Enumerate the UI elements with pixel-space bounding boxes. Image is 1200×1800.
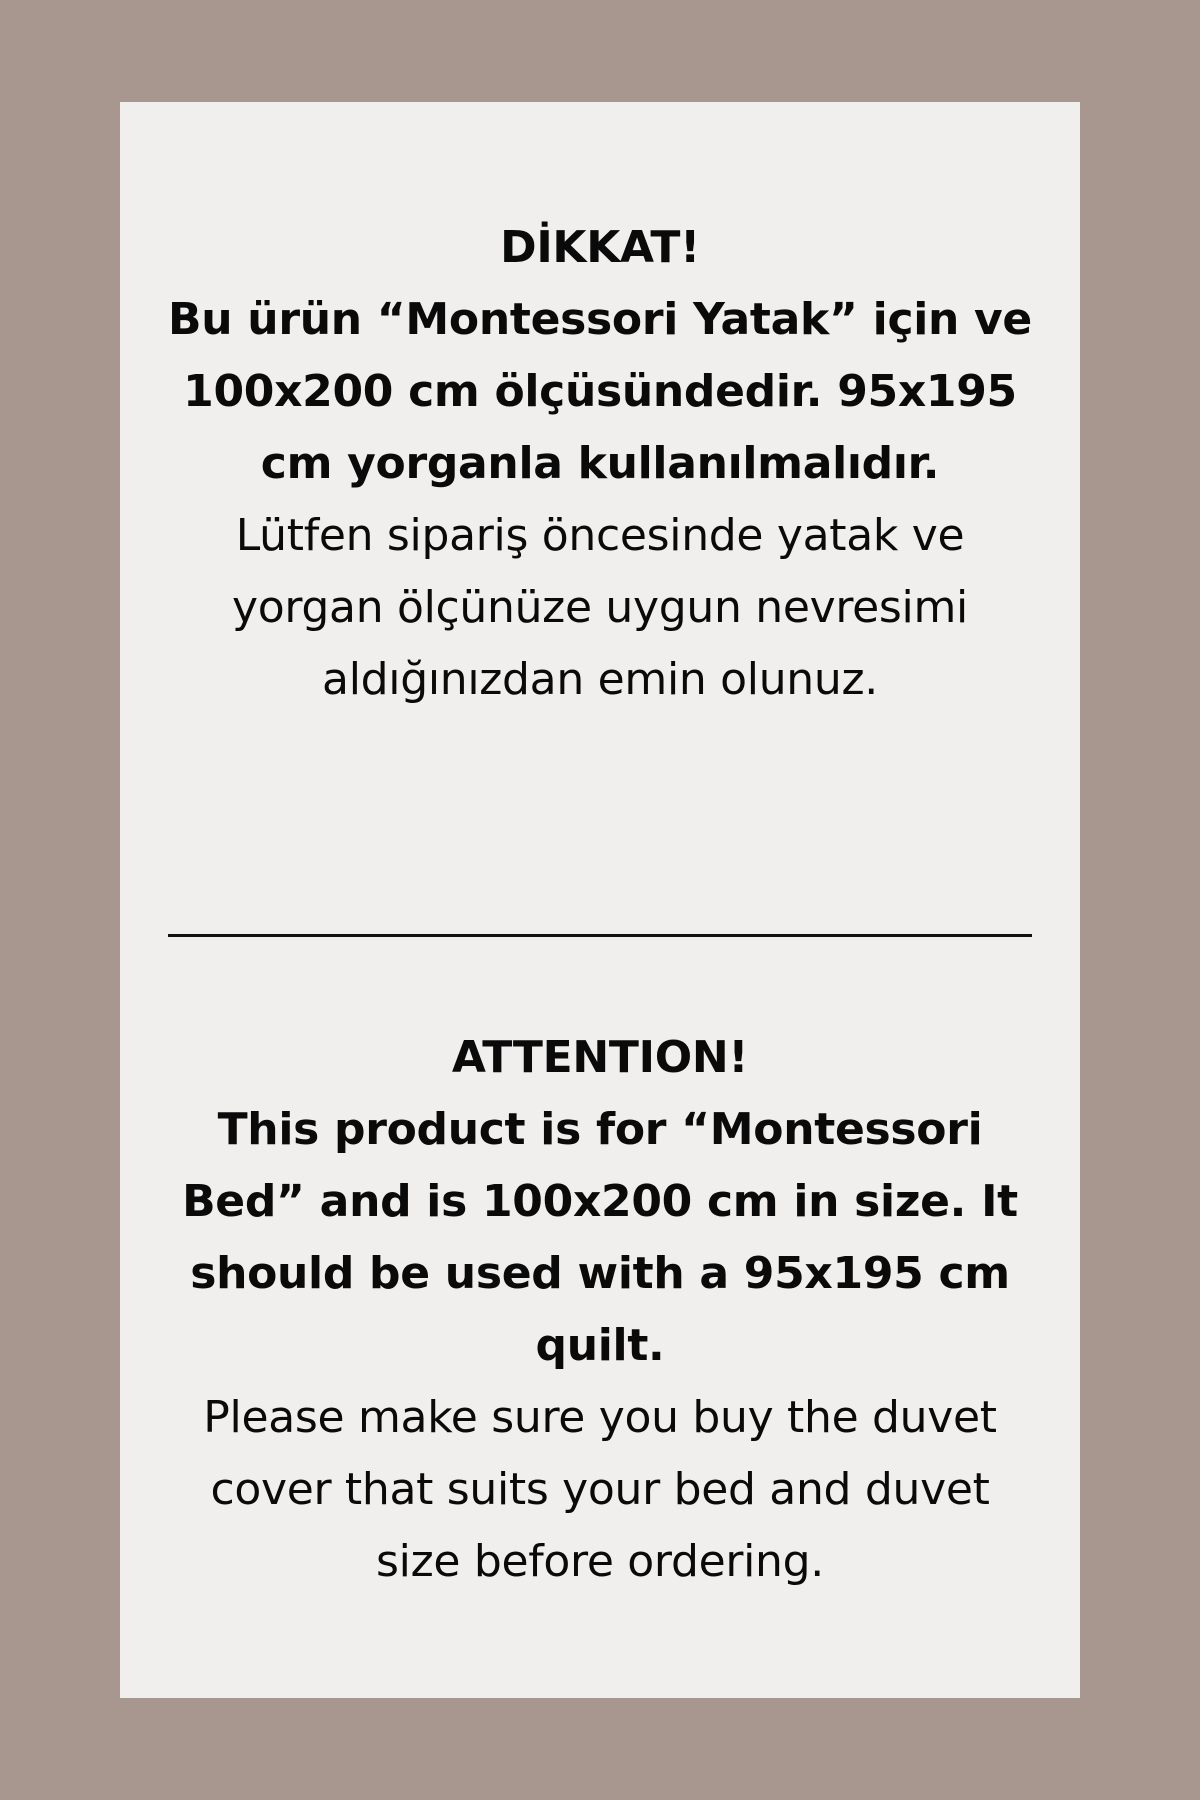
section-divider [168,934,1032,937]
notice-tr-regular-text: Lütfen sipariş öncesinde yatak ve yorgan ölçünüze uygun nevresimi aldığınızdan emin olunuz. [232,510,968,705]
notice-tr-heading: DİKKAT! [500,222,700,273]
notice-en-bold-text: This product is for “Montessori Bed” and is 100x200 cm in size. It should be used with a 95x195 cm quilt. [182,1104,1018,1371]
notice-tr-bold-text: Bu ürün “Montessori Yatak” için ve 100x200 cm ölçüsündedir. 95x195 cm yorganla kullanılmalıdır. [168,294,1032,489]
notice-en-regular-text: Please make sure you buy the duvet cover that suits your bed and duvet size before ordering. [203,1392,997,1587]
notice-english [120,1022,1080,1598]
notice-en-heading: ATTENTION! [451,1032,749,1083]
notice-card [120,102,1080,1698]
notice-turkish [120,212,1080,716]
